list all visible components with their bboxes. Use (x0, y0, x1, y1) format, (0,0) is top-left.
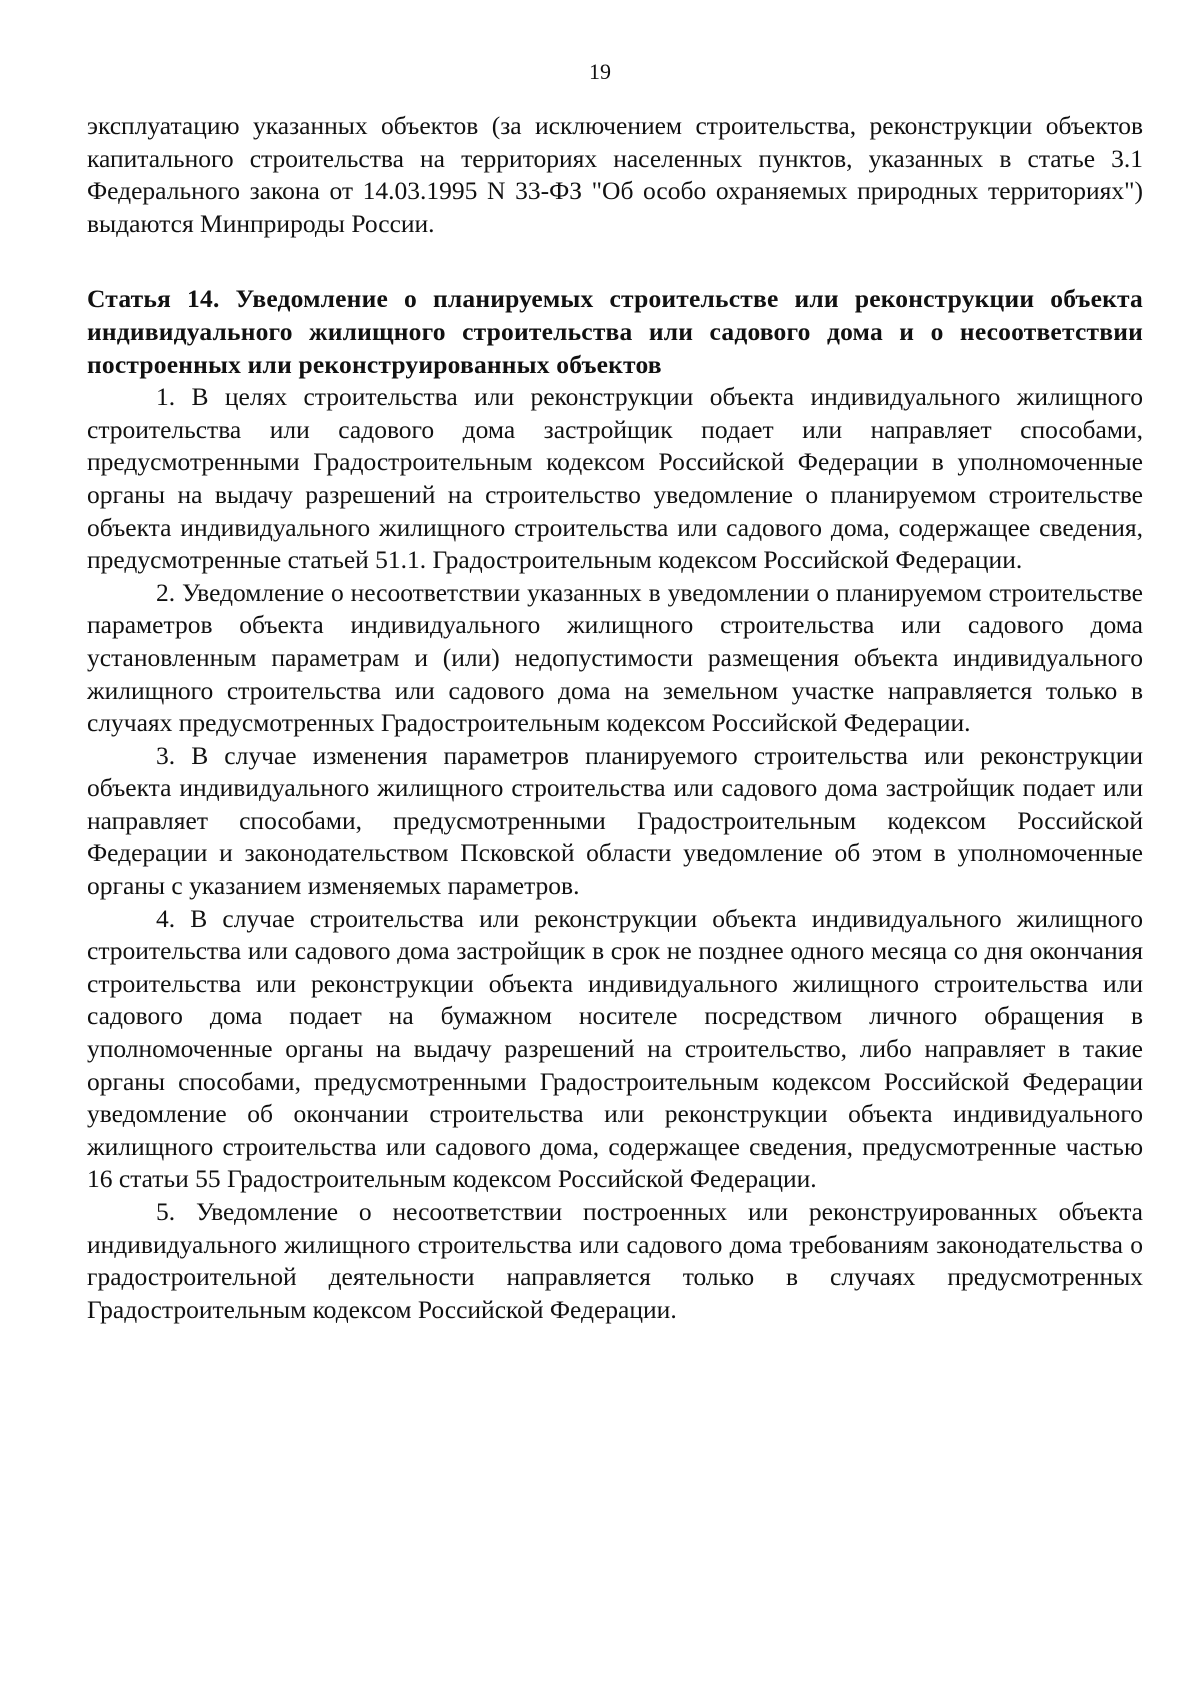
article-item-5: 5. Уведомление о несоответствии построенных или реконструированных объекта индивидуального жилищного строительства или садового дома требованиям законодательства о градостроительной деятельности направляется только в случаях предусмотренных Градостроительным кодексом Российской Федерации. (87, 1197, 1143, 1324)
article-heading: Статья 14. Уведомление о планируемых строительстве или реконструкции объекта индивидуального жилищного строительства или садового дома и о несоответствии построенных или реконструированных объектов (87, 284, 1143, 379)
page-content (87, 110, 1143, 1326)
intro-paragraph: эксплуатацию указанных объектов (за исключением строительства, реконструкции объектов капитального строительства на территориях населенных пунктов, указанных в статье 3.1 Федерального закона от 14.03.1995 N 33-ФЗ "Об особо охраняемых природных территориях") выдаются Минприроды России. (87, 111, 1143, 238)
article-item-2: 2. Уведомление о несоответствии указанных в уведомлении о планируемом строительстве параметров объекта индивидуального жилищного строительства или садового дома установленным параметрам и (или) недопустимости размещения объекта индивидуального жилищного строительства или садового дома на земельном участке направляется только в случаях предусмотренных Градостроительным кодексом Российской Федерации. (87, 577, 1143, 738)
article-item-4: 4. В случае строительства или реконструкции объекта индивидуального жилищного строительства или садового дома застройщик в срок не позднее одного месяца со дня окончания строительства или реконструкции объекта индивидуального жилищного строительства или садового дома подает на бумажном носителе посредством личного обращения в уполномоченные органы на выдачу разрешений на строительство, либо направляет в такие органы способами, предусмотренными Градостроительным кодексом Российской Федерации уведомление об окончании строительства или реконструкции объекта индивидуального жилищного строительства или садового дома, содержащее сведения, предусмотренные частью 16 статьи 55 Градостроительным кодексом Российской Федерации. (87, 903, 1143, 1194)
article-item-3: 3. В случае изменения параметров планируемого строительства или реконструкции объекта индивидуального жилищного строительства или садового дома застройщик подает или направляет способами, предусмотренными Градостроительным кодексом Российской Федерации и законодательством Псковской области уведомление об этом в уполномоченные органы с указанием изменяемых параметров. (87, 740, 1143, 901)
article-item-1: 1. В целях строительства или реконструкции объекта индивидуального жилищного строительства или садового дома застройщик подает или направляет способами, предусмотренными Градостроительным кодексом Российской Федерации в уполномоченные органы на выдачу разрешений на строительство уведомление о планируемом строительстве объекта индивидуального жилищного строительства или садового дома, содержащее сведения, предусмотренные статьей 51.1. Градостроительным кодексом Российской Федерации. (87, 382, 1143, 575)
page-number: 19 (589, 59, 611, 84)
